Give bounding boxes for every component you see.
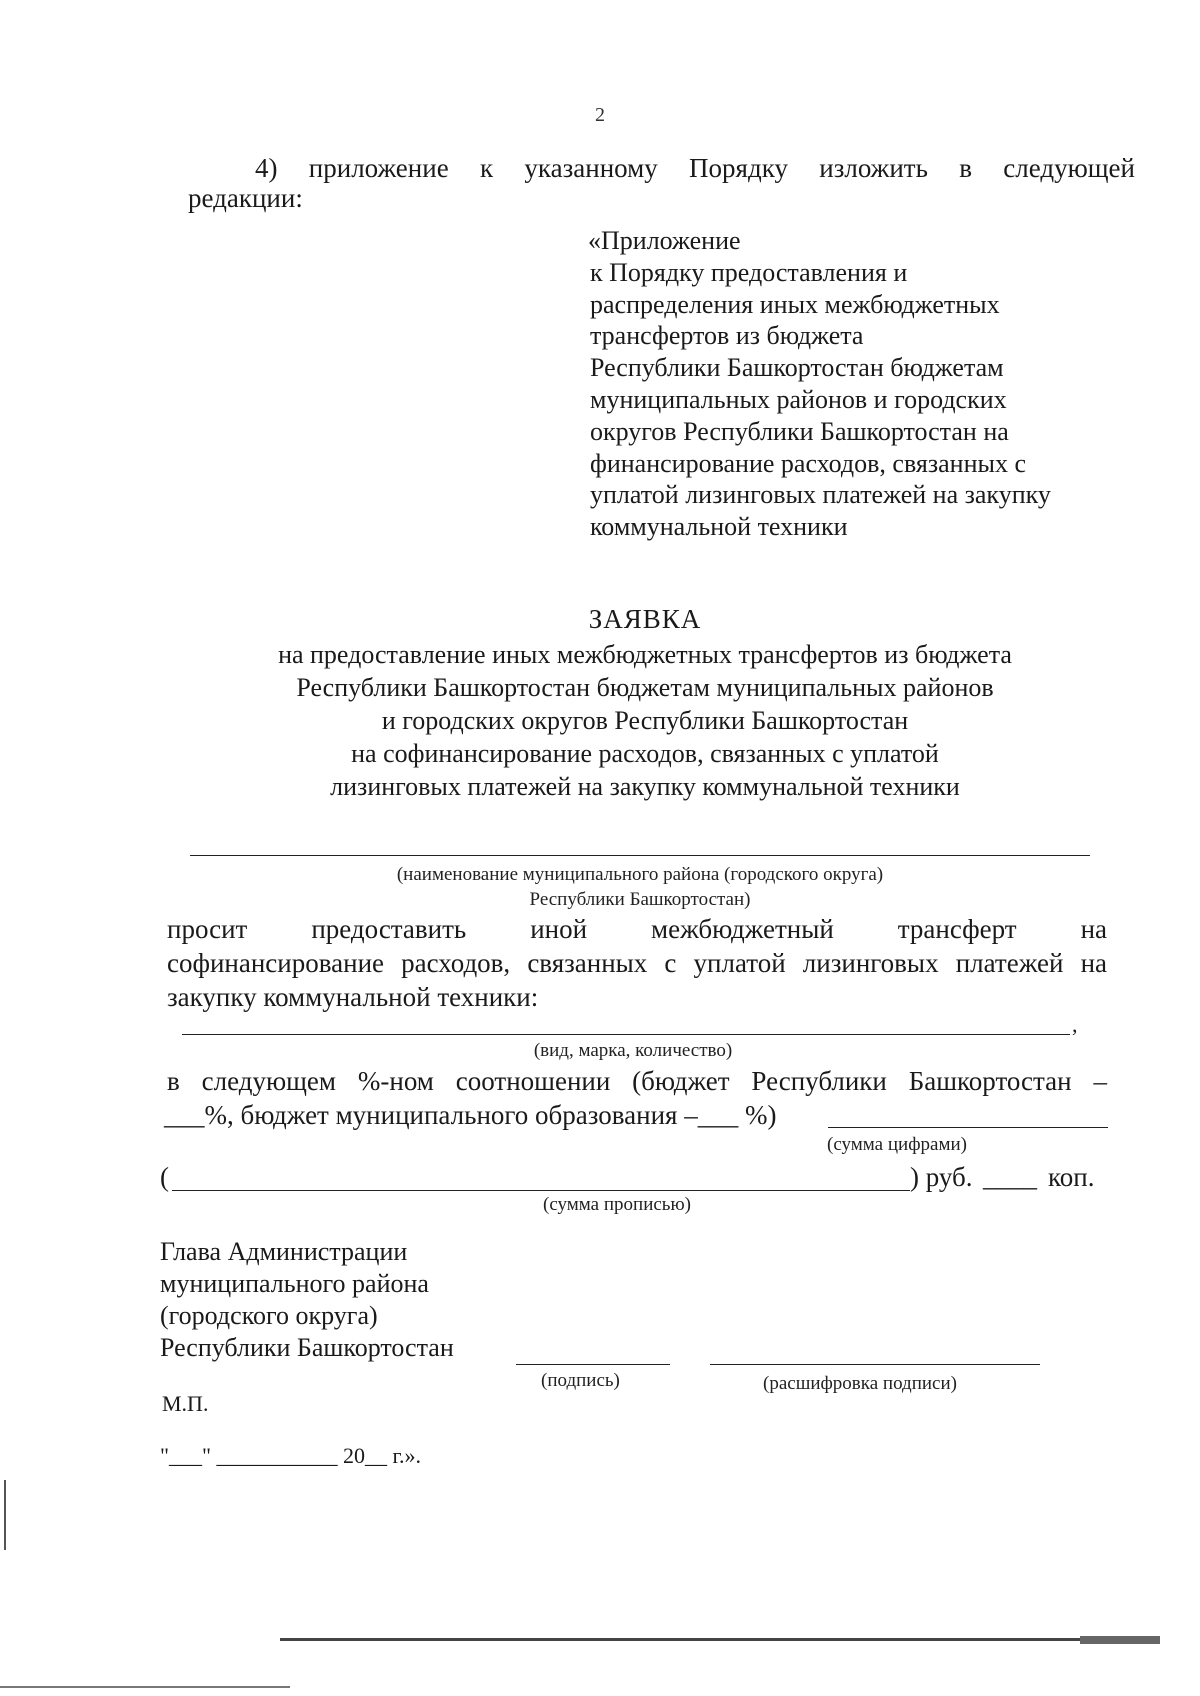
org-name-caption [0,862,1200,912]
caption-line: Республики Башкортостан) [529,889,751,910]
signatory-line: Республики Башкортостан [160,1333,454,1362]
appendix-line: финансирование расходов, связанных с [590,448,1027,478]
subtitle-line: Республики Башкортостан бюджетам муниципальных районов [296,673,994,702]
scan-bottom-mark [1080,1636,1160,1644]
head-of-administration [160,1236,454,1364]
appendix-line: Республики Башкортостан бюджетам [590,353,1004,383]
signature-blank-line[interactable] [516,1364,670,1365]
sum-digits-caption: (сумма цифрами) [827,1134,967,1155]
signature-caption: (подпись) [541,1370,620,1391]
appendix-line: трансфертов из бюджета [590,321,864,351]
intro-line: 4) приложение к указанному Порядку изложить в следующей [255,153,1135,183]
sum-words-blank-line[interactable] [172,1190,910,1191]
page-number: 2 [595,104,605,126]
subtitle-line: и городских округов Республики Башкортостан [381,706,909,735]
signatory-line: Глава Администрации [160,1237,408,1266]
vehicle-caption: (вид, марка, количество) [533,1040,733,1061]
appendix-line: к Порядку предоставления и [590,257,908,287]
vehicle-blank-line[interactable] [182,1034,1070,1035]
document-title: ЗАЯВКА [588,604,702,634]
scan-edge-mark [4,1480,6,1550]
appendix-line: округов Республики Башкортостан на [590,416,1009,446]
open-paren: ( [160,1162,169,1192]
document-subtitle [0,638,1200,803]
kop-blank[interactable]: ____ [983,1162,1037,1192]
appendix-line: муниципальных районов и городских [590,384,1007,414]
date-line[interactable]: "___" ___________ 20__ г.». [160,1443,422,1468]
subtitle-line: на софинансирование расходов, связанных с уплатой [351,739,939,768]
appendix-header [590,225,1051,543]
signatory-line: муниципального района [160,1269,429,1298]
stamp-place: М.П. [162,1391,209,1416]
appendix-line: уплатой лизинговых платежей на закупку [590,480,1051,510]
ratio-line: ___%, бюджет муниципального образования –___ %) [164,1100,777,1130]
kop-label: коп. [1048,1162,1095,1192]
sum-words-caption: (сумма прописью) [543,1194,691,1215]
signature-decode-blank-line[interactable] [710,1364,1040,1365]
scan-corner-mark [0,1686,290,1688]
sum-digits-blank-line[interactable] [828,1127,1108,1128]
request-line: софинансирование расходов, связанных с уплатой лизинговых платежей на [167,948,1107,978]
comma-mark: , [1072,1012,1078,1037]
request-line: закупку коммунальной техники: [167,982,539,1012]
subtitle-line: лизинговых платежей на закупку коммунальной техники [330,772,960,801]
subtitle-line: на предоставление иных межбюджетных трансфертов из бюджета [278,640,1012,669]
caption-line: (наименование муниципального района (городского округа) [396,864,884,885]
request-line: просит предоставить иной межбюджетный трансферт на [167,914,1107,944]
appendix-line: коммунальной техники [590,512,848,542]
signatory-line: (городского округа) [160,1301,378,1330]
org-name-blank-line[interactable] [190,855,1090,856]
appendix-line: распределения иных межбюджетных [590,289,1000,319]
appendix-line: «Приложение [588,226,741,255]
scan-bottom-line [280,1638,1160,1641]
signature-decode-caption: (расшифровка подписи) [763,1373,957,1394]
intro-line-continuation: редакции: [188,183,303,213]
ratio-line: в следующем %-ном соотношении (бюджет Республики Башкортостан – [167,1066,1107,1096]
rub-label: ) руб. [910,1162,973,1192]
